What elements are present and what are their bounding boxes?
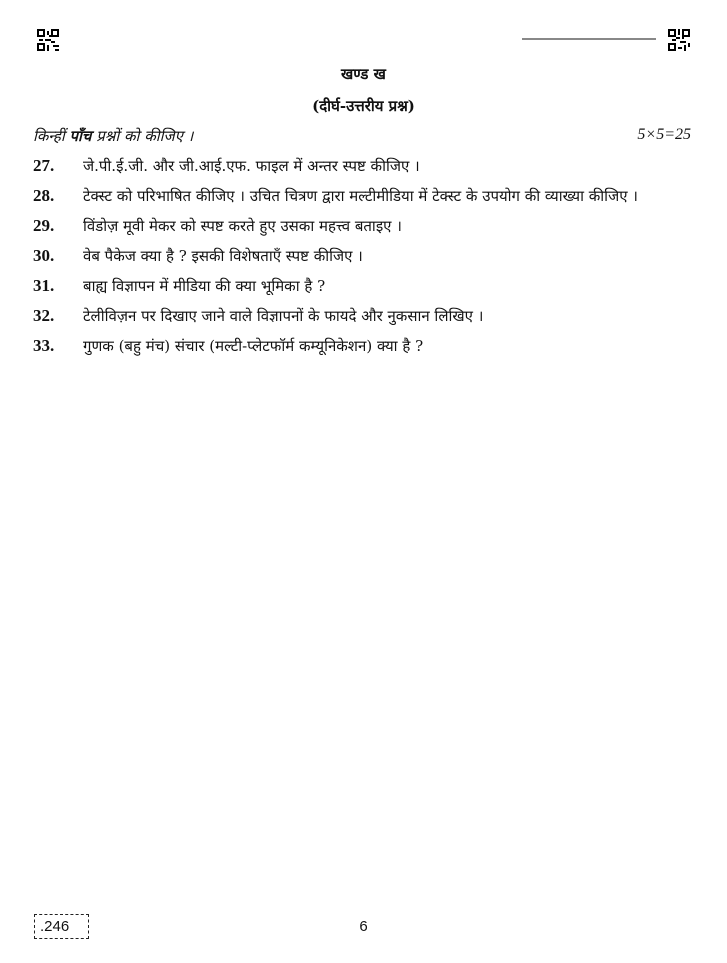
question-number: 33.	[33, 336, 55, 355]
question-text: बाह्य विज्ञापन में मीडिया की क्या भूमिका है ?	[83, 277, 326, 295]
section-title: खण्ड ख	[341, 65, 386, 83]
instruction-prefix: किन्हीं	[33, 127, 70, 145]
qr-code-left	[37, 29, 59, 51]
instruction-emphasis: पाँच	[69, 127, 92, 145]
question-item	[33, 275, 659, 297]
question-item	[33, 185, 659, 207]
question-text: गुणक (बहु मंच) संचार (मल्टी-प्लेटफॉर्म कम्यूनिकेशन) क्या है ?	[83, 337, 424, 355]
instruction-suffix: प्रश्नों को कीजिए ।	[91, 127, 194, 145]
question-number: 30.	[33, 246, 55, 265]
question-text: विंडोज़ मूवी मेकर को स्पष्ट करते हुए उसका महत्त्व बताइए ।	[83, 217, 402, 235]
question-item	[33, 215, 659, 237]
question-text: जे.पी.ई.जी. और जी.आई.एफ. फाइल में अन्तर स्पष्ट कीजिए ।	[83, 157, 420, 175]
instruction-text	[33, 126, 193, 146]
qr-code-right	[668, 29, 690, 51]
barcode-strip-icon	[522, 37, 656, 41]
qr-code-icon	[37, 29, 59, 51]
page-number: 6	[359, 918, 368, 935]
instruction-row	[33, 126, 691, 148]
qr-code-icon	[668, 29, 690, 51]
barcode-strip	[522, 37, 656, 41]
question-item	[33, 335, 659, 357]
question-text: वेब पैकेज क्या है ? इसकी विशेषताएँ स्पष्ट कीजिए ।	[83, 247, 363, 265]
question-list	[33, 155, 659, 365]
marks-allocation: 5×5=25	[637, 126, 691, 143]
question-text: टेलीविज़न पर दिखाए जाने वाले विज्ञापनों के फायदे और नुकसान लिखिए ।	[83, 307, 484, 325]
question-number: 28.	[33, 186, 55, 205]
question-item	[33, 155, 659, 177]
question-number: 31.	[33, 276, 55, 295]
question-item	[33, 305, 659, 327]
paper-code-box: .246	[34, 914, 89, 939]
question-number: 32.	[33, 306, 55, 325]
question-item	[33, 245, 659, 267]
question-number: 29.	[33, 216, 55, 235]
section-subtitle: (दीर्घ-उत्तरीय प्रश्न)	[312, 97, 415, 115]
question-number: 27.	[33, 156, 55, 175]
question-text: टेक्स्ट को परिभाषित कीजिए । उचित चित्रण द्वारा मल्टीमीडिया में टेक्स्ट के उपयोग की व्याख्या कीजिए ।	[83, 187, 638, 205]
